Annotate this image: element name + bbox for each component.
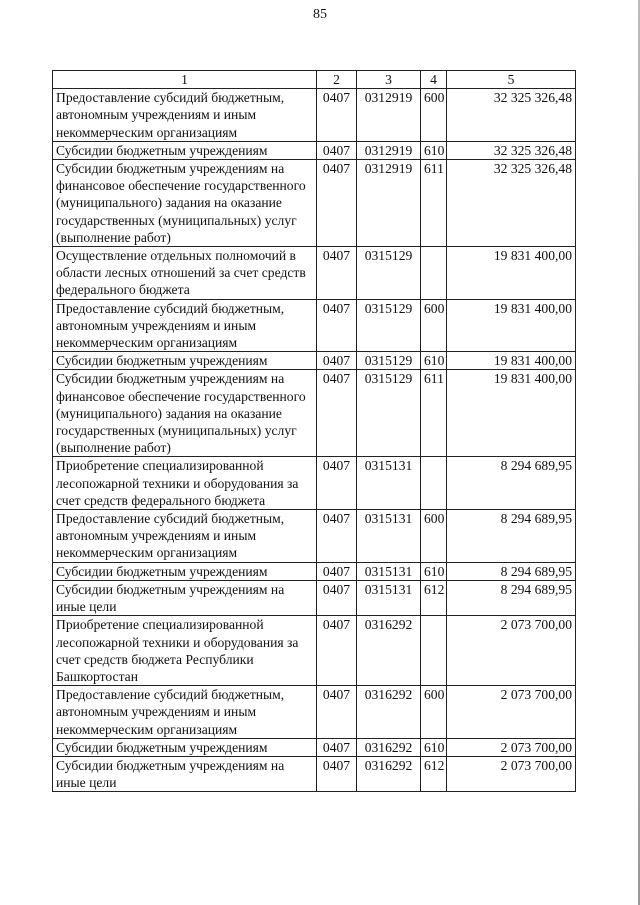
- row-section-cell: 0407: [317, 738, 357, 756]
- table-row: [53, 580, 576, 615]
- table-row: [53, 247, 576, 300]
- row-amount-cell: 2 073 700,00: [447, 738, 576, 756]
- row-name-cell: Предоставление субсидий бюджетным, автономным учреждениям и иным некоммерческим организациям: [53, 510, 317, 563]
- budget-table: [52, 70, 576, 792]
- row-target-code-cell: 0315129: [357, 247, 421, 300]
- row-expense-type-cell: 600: [421, 510, 447, 563]
- row-expense-type-cell: 612: [421, 756, 447, 791]
- table-row: [53, 756, 576, 791]
- row-name-cell: Предоставление субсидий бюджетным, автономным учреждениям и иным некоммерческим организациям: [53, 299, 317, 352]
- row-name-cell: Субсидии бюджетным учреждениям: [53, 352, 317, 370]
- row-expense-type-cell: 600: [421, 299, 447, 352]
- row-target-code-cell: 0316292: [357, 686, 421, 739]
- row-expense-type-cell: 612: [421, 580, 447, 615]
- row-target-code-cell: 0315131: [357, 580, 421, 615]
- row-amount-cell: 32 325 326,48: [447, 89, 576, 142]
- row-section-cell: 0407: [317, 756, 357, 791]
- header-col-5: 5: [447, 71, 576, 89]
- row-section-cell: 0407: [317, 562, 357, 580]
- row-name-cell: Приобретение специализированной лесопожарной техники и оборудования за счет средств бюджета Республики Башкортостан: [53, 616, 317, 686]
- row-target-code-cell: 0315129: [357, 370, 421, 457]
- row-amount-cell: 19 831 400,00: [447, 370, 576, 457]
- table-row: [53, 89, 576, 142]
- table-row: [53, 299, 576, 352]
- row-section-cell: 0407: [317, 247, 357, 300]
- row-name-cell: Субсидии бюджетным учреждениям: [53, 141, 317, 159]
- row-amount-cell: 2 073 700,00: [447, 616, 576, 686]
- table-row: [53, 616, 576, 686]
- table-row: [53, 457, 576, 510]
- row-section-cell: 0407: [317, 370, 357, 457]
- row-amount-cell: 2 073 700,00: [447, 686, 576, 739]
- table-row: [53, 686, 576, 739]
- header-col-1: 1: [53, 71, 317, 89]
- row-section-cell: 0407: [317, 160, 357, 247]
- row-amount-cell: 2 073 700,00: [447, 756, 576, 791]
- row-target-code-cell: 0316292: [357, 738, 421, 756]
- row-target-code-cell: 0316292: [357, 616, 421, 686]
- row-section-cell: 0407: [317, 510, 357, 563]
- row-expense-type-cell: 610: [421, 141, 447, 159]
- row-section-cell: 0407: [317, 299, 357, 352]
- row-amount-cell: 19 831 400,00: [447, 247, 576, 300]
- row-name-cell: Субсидии бюджетным учреждениям на иные цели: [53, 756, 317, 791]
- row-expense-type-cell: 600: [421, 89, 447, 142]
- row-section-cell: 0407: [317, 457, 357, 510]
- row-target-code-cell: 0315131: [357, 510, 421, 563]
- row-expense-type-cell: 610: [421, 738, 447, 756]
- row-name-cell: Приобретение специализированной лесопожарной техники и оборудования за счет средств федерального бюджета: [53, 457, 317, 510]
- row-expense-type-cell: 600: [421, 686, 447, 739]
- row-target-code-cell: 0312919: [357, 89, 421, 142]
- table-row: [53, 160, 576, 247]
- header-row: [53, 71, 576, 89]
- row-expense-type-cell: [421, 457, 447, 510]
- row-amount-cell: 8 294 689,95: [447, 580, 576, 615]
- row-target-code-cell: 0316292: [357, 756, 421, 791]
- row-expense-type-cell: [421, 616, 447, 686]
- row-expense-type-cell: 611: [421, 370, 447, 457]
- row-target-code-cell: 0315131: [357, 562, 421, 580]
- page-number: 85: [313, 7, 327, 22]
- row-section-cell: 0407: [317, 141, 357, 159]
- row-section-cell: 0407: [317, 616, 357, 686]
- table-row: [53, 562, 576, 580]
- row-section-cell: 0407: [317, 352, 357, 370]
- row-name-cell: Субсидии бюджетным учреждениям на финансовое обеспечение государственного (муниципального) задания на оказание государственных (муниципальных) услуг (выполнение работ): [53, 160, 317, 247]
- row-expense-type-cell: 610: [421, 352, 447, 370]
- row-amount-cell: 32 325 326,48: [447, 160, 576, 247]
- row-section-cell: 0407: [317, 580, 357, 615]
- row-target-code-cell: 0315129: [357, 352, 421, 370]
- row-target-code-cell: 0312919: [357, 141, 421, 159]
- row-name-cell: Предоставление субсидий бюджетным, автономным учреждениям и иным некоммерческим организациям: [53, 686, 317, 739]
- header-col-2: 2: [317, 71, 357, 89]
- row-target-code-cell: 0315129: [357, 299, 421, 352]
- table-row: [53, 352, 576, 370]
- row-target-code-cell: 0312919: [357, 160, 421, 247]
- row-amount-cell: 19 831 400,00: [447, 299, 576, 352]
- row-target-code-cell: 0315131: [357, 457, 421, 510]
- row-section-cell: 0407: [317, 89, 357, 142]
- row-amount-cell: 8 294 689,95: [447, 457, 576, 510]
- table-row: [53, 141, 576, 159]
- row-expense-type-cell: [421, 247, 447, 300]
- table-row: [53, 370, 576, 457]
- row-name-cell: Субсидии бюджетным учреждениям на финансовое обеспечение государственного (муниципального) задания на оказание государственных (муниципальных) услуг (выполнение работ): [53, 370, 317, 457]
- row-amount-cell: 32 325 326,48: [447, 141, 576, 159]
- row-name-cell: Субсидии бюджетным учреждениям на иные цели: [53, 580, 317, 615]
- row-amount-cell: 8 294 689,95: [447, 562, 576, 580]
- table-row: [53, 510, 576, 563]
- row-name-cell: Субсидии бюджетным учреждениям: [53, 738, 317, 756]
- row-name-cell: Осуществление отдельных полномочий в области лесных отношений за счет средств федерального бюджета: [53, 247, 317, 300]
- row-expense-type-cell: 611: [421, 160, 447, 247]
- row-name-cell: Предоставление субсидий бюджетным, автономным учреждениям и иным некоммерческим организациям: [53, 89, 317, 142]
- row-amount-cell: 19 831 400,00: [447, 352, 576, 370]
- table-row: [53, 738, 576, 756]
- header-col-4: 4: [421, 71, 447, 89]
- row-amount-cell: 8 294 689,95: [447, 510, 576, 563]
- row-section-cell: 0407: [317, 686, 357, 739]
- row-name-cell: Субсидии бюджетным учреждениям: [53, 562, 317, 580]
- header-col-3: 3: [357, 71, 421, 89]
- row-expense-type-cell: 610: [421, 562, 447, 580]
